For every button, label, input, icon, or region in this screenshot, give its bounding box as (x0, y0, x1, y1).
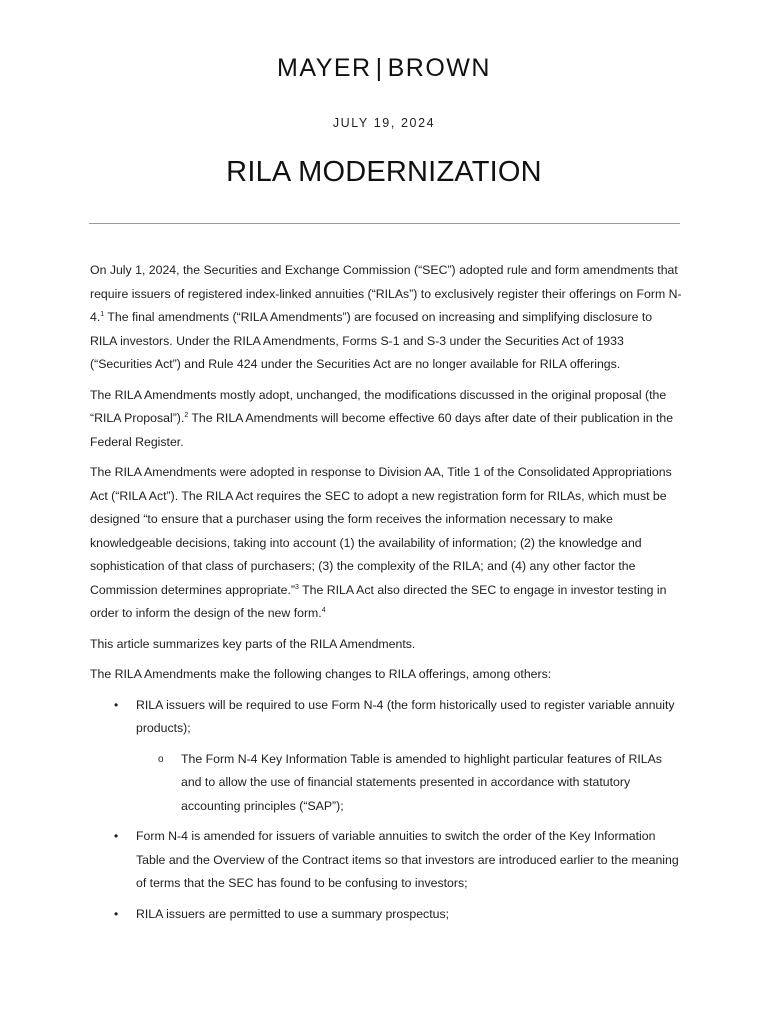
list-item (90, 903, 682, 927)
publication-date: JULY 19, 2024 (332, 116, 436, 130)
sub-bullet-icon: o (158, 753, 164, 765)
logo-right-text: BROWN (387, 54, 491, 82)
changes-list (90, 694, 682, 927)
footnote-ref-1[interactable]: 1 (100, 310, 105, 318)
list-item-text: Form N-4 is amended for issuers of variable annuities to switch the order of the Key Information Table and the Overview of the Contract items so that investors are introduced earlier to the meaning of terms that the SEC has found to be confusing to investors; (136, 829, 679, 890)
logo-separator: | (375, 54, 384, 82)
sub-list-item-text: The Form N-4 Key Information Table is amended to highlight particular features of RILAs and to allow the use of financial statements presented in accordance with statutory accounting principles (“SAP”); (181, 751, 662, 813)
sub-list (136, 748, 682, 819)
footnote-ref-4[interactable]: 4 (321, 606, 326, 614)
list-item (90, 694, 682, 819)
bullet-icon: • (114, 697, 119, 712)
paragraph-proposal (90, 384, 682, 455)
paragraph-changes-intro: The RILA Amendments make the following changes to RILA offerings, among others: (90, 667, 552, 681)
logo-left-text: MAYER (277, 54, 372, 82)
page-title: RILA MODERNIZATION (226, 156, 542, 188)
paragraph-text: On July 1, 2024, the Securities and Exchange Commission (“SEC”) adopted rule and form amendments that require issuers of registered index-linked annuities (“RILAs”) to exclusively register their offerings on Form N-4. (90, 263, 682, 324)
paragraph-text: The RILA Act also directed the SEC to engage in investor testing in order to inform the design of the new form. (90, 582, 667, 620)
paragraph-summary: This article summarizes key parts of the RILA Amendments. (90, 636, 416, 651)
list-item-text: RILA issuers will be required to use Form N-4 (the form historically used to register variable annuity products); (136, 697, 675, 735)
bullet-icon: • (114, 829, 119, 843)
article-body (90, 259, 682, 933)
sub-list-item (136, 748, 682, 819)
paragraph-text: The RILA Amendments mostly adopt, unchanged, the modifications discussed in the original proposal (the “RILA Proposal”). (90, 387, 667, 425)
list-item (90, 825, 682, 896)
paragraph-intro (90, 259, 682, 377)
mayer-brown-logo (0, 54, 768, 83)
paragraph-text: The final amendments (“RILA Amendments”) are focused on increasing and simplifying disclosure to RILA investors. Under the RILA Amendments, Forms S-1 and S-3 under the Securities Act of 1933 (“Securities Act”) and Rule 424 under the Securities Act are no longer available for RILA offerings. (90, 310, 653, 371)
list-item-text: RILA issuers are permitted to use a summary prospectus; (136, 906, 450, 921)
title-divider (89, 223, 680, 224)
paragraph-text: The RILA Amendments were adopted in response to Division AA, Title 1 of the Consolidated Appropriations Act (“RILA Act”). The RILA Act requires the SEC to adopt a new registration form for RILAs, which must be designed “to ensure that a purchaser using the form receives the information necessary to make knowledgeable decisions, taking into account (1) the availability of information; (2) the knowledge and sophistication of that class of purchasers; (3) the complexity of the RILA; and (4) any other factor the Commission determines appropriate.” (90, 465, 672, 597)
bullet-icon: • (114, 906, 119, 921)
footnote-ref-2[interactable]: 2 (184, 411, 189, 419)
paragraph-text: The RILA Amendments will become effective 60 days after date of their publication in the Federal Register. (90, 411, 674, 449)
footnote-ref-3[interactable]: 3 (295, 583, 299, 591)
paragraph-rila-act (90, 461, 682, 626)
